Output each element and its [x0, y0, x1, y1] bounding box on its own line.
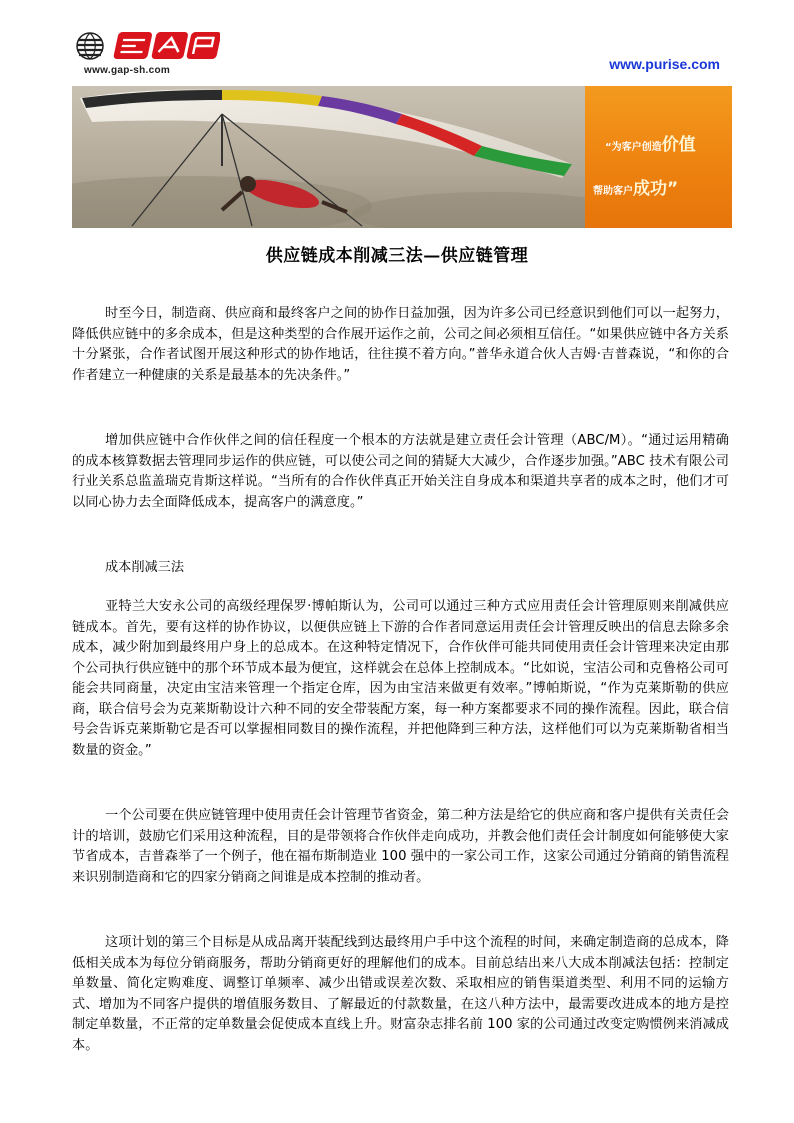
paragraph-1: 时至今日，制造商、供应商和最终客户之间的协作日益加强，因为许多公司已经意识到他们可以一起努力，降低供应链中的多余成本，但是这种类型的合作展开运作之前，公司之间必须相互信任。“如果供应链中各方关系十分紧张，合作者试图开展这种形式的协作地话，往往摸不着方向。”普华永道合伙人吉姆·吉普森说，“和你的合作者建立一种健康的关系是最基本的先决条件。” — [72, 306, 729, 383]
paragraph-5: 这项计划的第三个目标是从成品离开装配线到达最终用户手中这个流程的时间，来确定制造商的总成本，降低相关成本为每位分销商服务，帮助分销商更好的理解他们的成本。目前总结出来八大成本削减法包括：控制定单数量、简化定购难度、调整订单频率、减少出错或误差次数、采取相应的销售渠道类型、利用不同的运输方式、增加为不同客户提供的增值服务数目、了解最近的付款数量，在这八种方法中，最需要改进成本的地方是控制定单数量，不正常的定单数量会促使成本直线上升。财富杂志排名前 100 家的公司通过改变定购惯例来消减成本。 — [72, 935, 729, 1053]
paragraph-4: 一个公司要在供应链管理中使用责任会计管理节省资金，第二种方法是给它的供应商和客户提供有关责任会计的培训，鼓励它们采用这种流程，目的是带领将合作伙伴走向成功，并教会他们责任会计制度如何能够使大家节省成本，吉普森举了一个例子，他在福布斯制造业 100 强中的一家公司工作，这家公司通过分销商的销售流程来识别制造商和它的四家分销商之间谁是成本控制的推动者。 — [72, 808, 729, 885]
section-heading: 成本削减三法 — [105, 560, 185, 575]
slogan-line-2 — [593, 174, 678, 199]
hang-glider-photo — [72, 86, 585, 228]
paragraph-2: 增加供应链中合作伙伴之间的信任程度一个根本的方法就是建立责任会计管理（ABC/M）。“通过运用精确的成本核算数据去管理同步运作的供应链，可以使公司之间的猜疑大大减少，合作逐步加强。”ABC 技术有限公司行业关系总监盖瑞克肯斯这样说。“当所有的合作伙伴真正开始关注自身成本和渠道共享者的成本之时，他们才可以同心协力去全面降低成本，提高客户的满意度。” — [72, 433, 729, 510]
slogan-line-1-small: “为客户创造 — [605, 142, 662, 153]
hang-glider-banner — [72, 86, 732, 228]
slogan-line-1-big: 价值 — [661, 135, 696, 155]
document-title: 供应链成本削减三法—供应链管理 — [265, 246, 529, 266]
slogan-panel — [585, 86, 732, 228]
slogan-line-1 — [605, 130, 696, 155]
site-url-link[interactable]: www.purise.com — [609, 56, 720, 72]
paragraph-3: 亚特兰大安永公司的高级经理保罗·博帕斯认为，公司可以通过三种方式应用责任会计管理原则来削减供应链成本。首先，要有这样的协作协议，以便供应链上下游的合作者同意运用责任会计管理反映出的信息去除多余成本，减少附加到最终用户身上的总成本。在这种特定情况下，合作伙伴可能共同使用责任会计管理来决定由那个公司执行供应链中的那个环节成本最为便宜，这样就会在总体上控制成本。“比如说，宝洁公司和克鲁格公司可能会共同商量，决定由宝洁来管理一个指定仓库，因为由宝洁来做更有效率。”博帕斯说，“作为克莱斯勒的供应商，联合信号会为克莱斯勒设计六种不同的安全带装配方案，每一种方案都要求不同的操作流程。因此，联合信号会告诉克莱斯勒它是否可以掌握相同数目的操作流程，并把他降到三种方法，这样他们可以为克莱斯勒省相当数量的资金。” — [72, 599, 729, 758]
logo-url: www.gap-sh.com — [84, 65, 171, 76]
slogan-line-2-big: 成功” — [633, 179, 679, 199]
gap-logo-graphic — [70, 26, 220, 66]
slogan-line-2-small: 帮助客户 — [593, 186, 633, 197]
